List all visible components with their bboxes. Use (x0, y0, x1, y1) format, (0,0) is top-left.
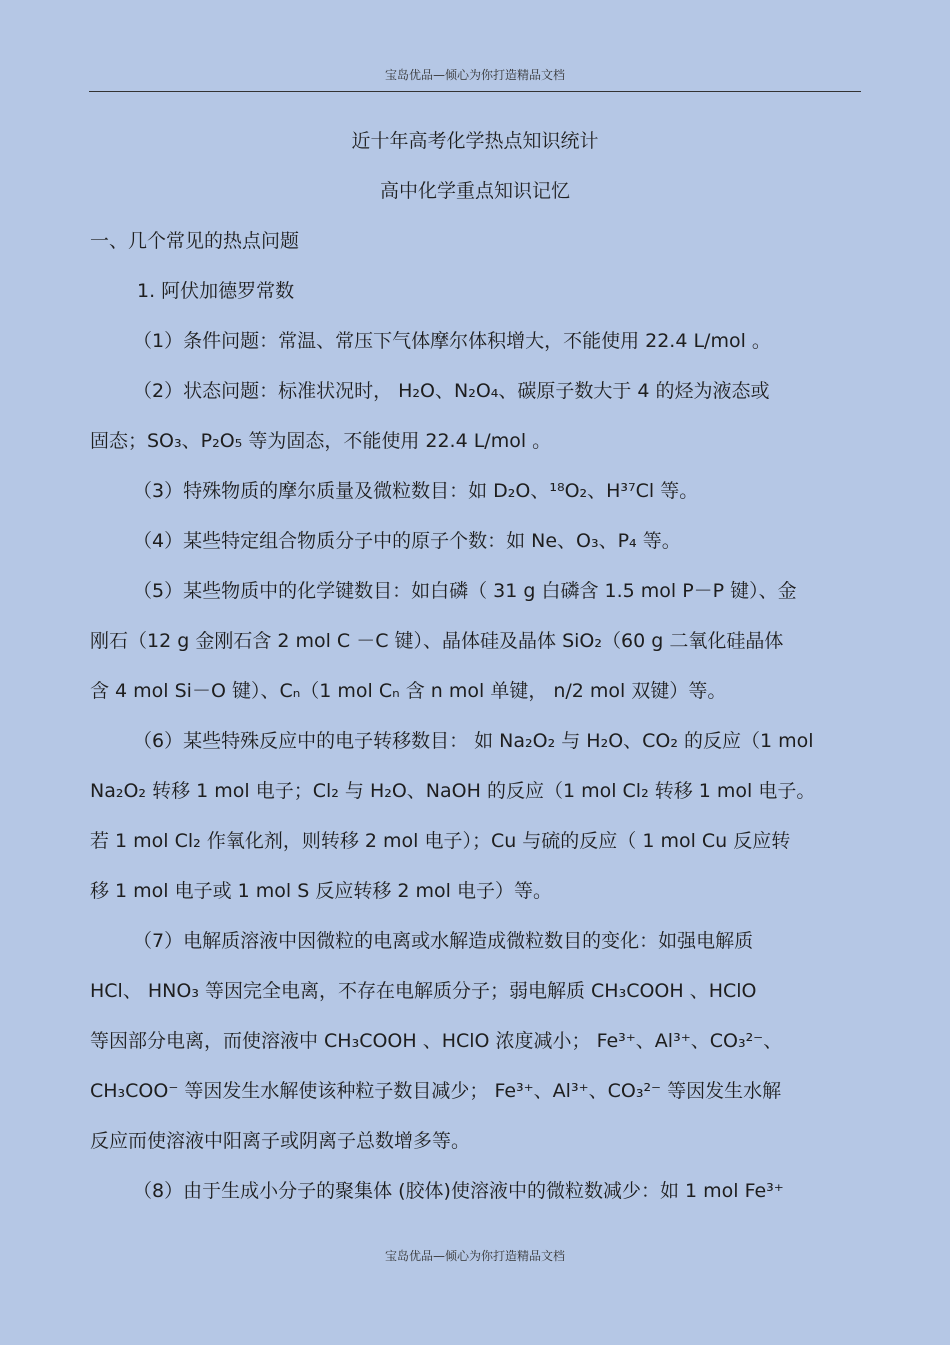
title-1: 近十年高考化学热点知识统计 (351, 130, 599, 152)
body-line: （5）某些物质中的化学键数目：如白磷（ 31 g 白磷含 1.5 mol P－P 键）、金 (133, 580, 797, 602)
body-line: 移 1 mol 电子或 1 mol S 反应转移 2 mol 电子）等。 (90, 880, 552, 902)
body-line: （1）条件问题：常温、常压下气体摩尔体积增大，不能使用 22.4 L/mol 。 (133, 330, 771, 352)
title-2: 高中化学重点知识记忆 (379, 180, 570, 202)
body-line: 固态；SO₃、P₂O₅ 等为固态，不能使用 22.4 L/mol 。 (90, 430, 552, 452)
page-footer: 宝岛优品—倾心为你打造精品文档 (384, 1249, 565, 1263)
body-line: 若 1 mol Cl₂ 作氧化剂，则转移 2 mol 电子）；Cu 与硫的反应（ 1 mol Cu 反应转 (90, 830, 791, 852)
section-heading-1: 一、几个常见的热点问题 (90, 230, 300, 252)
body-line: 反应而使溶液中阳离子或阴离子总数增多等。 (90, 1130, 471, 1152)
body-line: （8）由于生成小分子的聚集体 (胶体)使溶液中的微粒数减少：如 1 mol Fe³⁺ (133, 1180, 784, 1202)
body-line: （2）状态问题：标准状况时， H₂O、N₂O₄、碳原子数大于 4 的烃为液态或 (133, 380, 770, 402)
body-line: HCl、 HNO₃ 等因完全电离，不存在电解质分子；弱电解质 CH₃COOH 、HClO (90, 980, 757, 1002)
body-line: （7）电解质溶液中因微粒的电离或水解造成微粒数目的变化：如强电解质 (133, 930, 754, 952)
body-line: 含 4 mol Si－O 键）、Cₙ（1 mol Cₙ 含 n mol 单键， n/2 mol 双键）等。 (90, 680, 727, 702)
body-line: 刚石（12 g 金刚石含 2 mol C －C 键）、晶体硅及晶体 SiO₂（60 g 二氧化硅晶体 (90, 630, 784, 652)
header-rule (89, 91, 861, 92)
body-line: CH₃COO⁻ 等因发生水解使该种粒子数目减少； Fe³⁺、Al³⁺、CO₃²⁻ 等因发生水解 (90, 1080, 782, 1102)
body-line: Na₂O₂ 转移 1 mol 电子；Cl₂ 与 H₂O、NaOH 的反应（1 mol Cl₂ 转移 1 mol 电子。 (90, 780, 816, 802)
body-line: （3）特殊物质的摩尔质量及微粒数目：如 D₂O、¹⁸O₂、H³⁷Cl 等。 (133, 480, 699, 502)
body-line: 等因部分电离，而使溶液中 CH₃COOH 、HClO 浓度减小； Fe³⁺、Al³⁺、CO₃²⁻、 (90, 1030, 783, 1052)
subheading-1: 1. 阿伏加德罗常数 (137, 280, 295, 302)
body-line: （6）某些特殊反应中的电子转移数目： 如 Na₂O₂ 与 H₂O、CO₂ 的反应（1 mol (133, 730, 814, 752)
body-line: （4）某些特定组合物质分子中的原子个数：如 Ne、O₃、P₄ 等。 (133, 530, 681, 552)
page-header: 宝岛优品—倾心为你打造精品文档 (384, 68, 565, 82)
